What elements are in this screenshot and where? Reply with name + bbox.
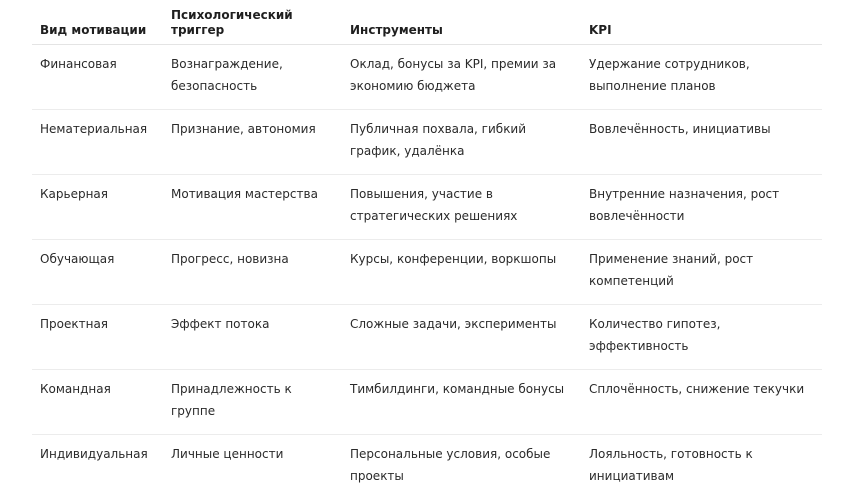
cell-kpi: Применение знаний, рост компетенций xyxy=(581,240,822,305)
motivation-table-container xyxy=(32,0,822,499)
motivation-table xyxy=(32,0,822,499)
header-psychological-trigger: Психологический триггер xyxy=(163,0,342,45)
table-row xyxy=(32,175,822,240)
cell-motivation-type: Нематериальная xyxy=(32,110,163,175)
table-row xyxy=(32,240,822,305)
cell-kpi: Лояльность, готовность к инициативам xyxy=(581,435,822,499)
cell-motivation-type: Индивидуальная xyxy=(32,435,163,499)
cell-kpi: Удержание сотрудников, выполнение планов xyxy=(581,45,822,110)
cell-kpi: Внутренние назначения, рост вовлечённости xyxy=(581,175,822,240)
cell-tools: Тимбилдинги, командные бонусы xyxy=(342,370,581,435)
table-row xyxy=(32,305,822,370)
cell-motivation-type: Обучающая xyxy=(32,240,163,305)
cell-trigger: Вознаграждение, безопасность xyxy=(163,45,342,110)
cell-tools: Персональные условия, особые проекты xyxy=(342,435,581,499)
header-row xyxy=(32,0,822,45)
cell-kpi: Сплочённость, снижение текучки xyxy=(581,370,822,435)
header-motivation-type: Вид мотивации xyxy=(32,0,163,45)
cell-kpi: Количество гипотез, эффективность xyxy=(581,305,822,370)
cell-trigger: Личные ценности xyxy=(163,435,342,499)
header-kpi: KPI xyxy=(581,0,822,45)
cell-trigger: Прогресс, новизна xyxy=(163,240,342,305)
cell-kpi: Вовлечённость, инициативы xyxy=(581,110,822,175)
table-row xyxy=(32,45,822,110)
table-row xyxy=(32,370,822,435)
cell-tools: Курсы, конференции, воркшопы xyxy=(342,240,581,305)
table-header xyxy=(32,0,822,45)
cell-motivation-type: Командная xyxy=(32,370,163,435)
cell-motivation-type: Проектная xyxy=(32,305,163,370)
cell-motivation-type: Карьерная xyxy=(32,175,163,240)
cell-motivation-type: Финансовая xyxy=(32,45,163,110)
cell-trigger: Эффект потока xyxy=(163,305,342,370)
cell-tools: Публичная похвала, гибкий график, удалёнка xyxy=(342,110,581,175)
header-tools: Инструменты xyxy=(342,0,581,45)
cell-tools: Оклад, бонусы за KPI, премии за экономию бюджета xyxy=(342,45,581,110)
table-row xyxy=(32,435,822,499)
cell-trigger: Мотивация мастерства xyxy=(163,175,342,240)
cell-tools: Повышения, участие в стратегических решениях xyxy=(342,175,581,240)
table-body xyxy=(32,45,822,499)
cell-trigger: Признание, автономия xyxy=(163,110,342,175)
table-row xyxy=(32,110,822,175)
cell-trigger: Принадлежность к группе xyxy=(163,370,342,435)
cell-tools: Сложные задачи, эксперименты xyxy=(342,305,581,370)
